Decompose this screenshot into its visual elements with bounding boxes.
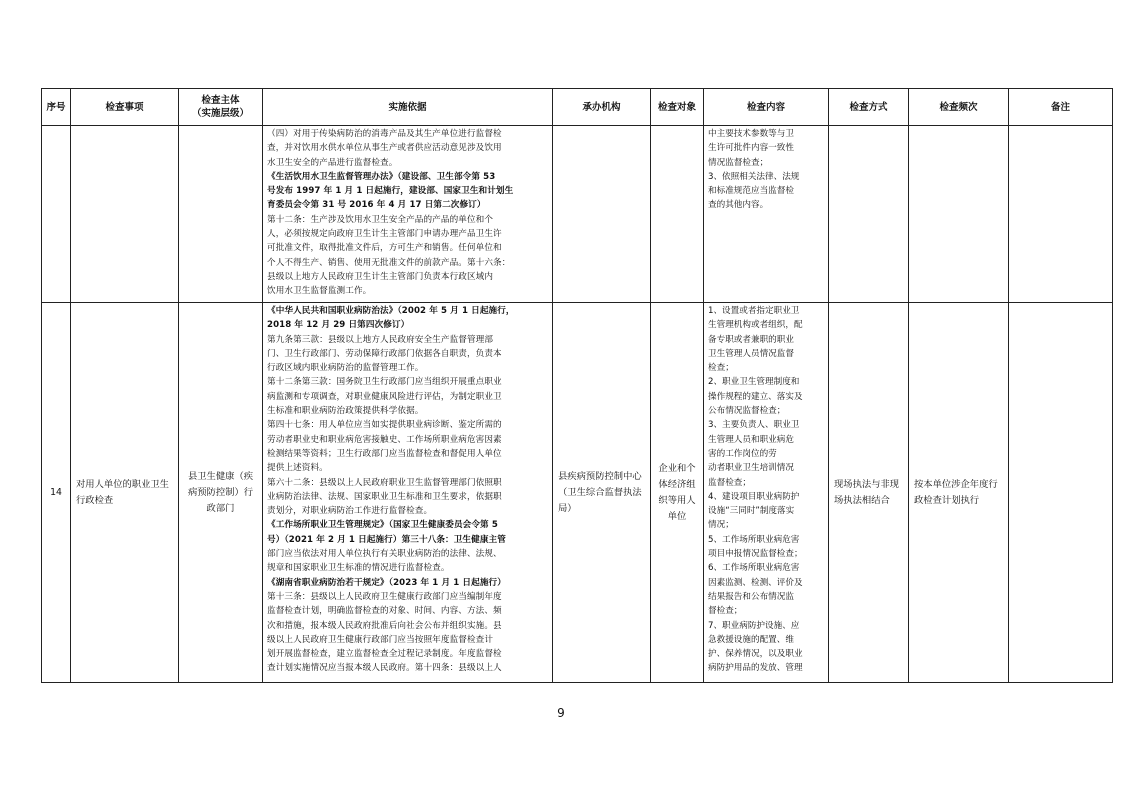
text-line: 4、建设项目职业病防护: [708, 491, 800, 502]
text-line: 1、设置或者指定职业卫: [708, 306, 800, 316]
text-line: 号发布 1997 年 1 月 1 日起施行，建设部、国家卫生和计划生: [267, 186, 514, 197]
text-line: 急救援设施的配置、维: [708, 634, 794, 645]
page-number: 9: [557, 706, 565, 720]
header-subject-main: 检查主体: [201, 95, 240, 106]
text-line: 情况监督检查；: [708, 157, 769, 168]
text-line: 病防护用品的发放、管理: [708, 663, 803, 674]
header-method: 检查方式: [829, 89, 909, 126]
text-line: 《中华人民共和国职业病防治法》（2002 年 5 月 1 日起施行，: [267, 306, 515, 316]
text-line: 第十二条：生产涉及饮用水卫生安全产品的产品的单位和个: [267, 214, 494, 225]
text-line: 生管理机构或者组织，配: [708, 320, 803, 331]
text-line: 级以上人民政府卫生健康行政部门应当按照年度监督检查计: [267, 634, 494, 645]
content-text: [704, 303, 828, 677]
header-agency: 承办机构: [553, 89, 651, 126]
text-line: 卫生管理人员情况监督: [708, 348, 794, 359]
text-line: 查计划实施情况应当报本级人民政府。第十四条：县级以上人: [267, 663, 502, 674]
text-line: 第六十二条：县级以上人民政府职业卫生监督管理部门依照职: [267, 477, 502, 488]
text-line: 行政区域内职业病防治的监督管理工作。: [267, 363, 424, 374]
header-remark: 备注: [1009, 89, 1113, 126]
text-line: 第九条第三款：县级以上地方人民政府安全生产监督管理部: [267, 334, 494, 345]
text-line: 监督检查；: [708, 477, 751, 488]
text-line: 号）（2021 年 2 月 1 日起施行）第三十八条：卫生健康主管: [267, 534, 506, 545]
text-line: 中主要技术参数等与卫: [708, 129, 794, 139]
text-line: 部门应当依法对用人单位执行有关职业病防治的法律、法规、: [267, 549, 502, 560]
text-line: 6、工作场所职业病危害: [708, 563, 800, 574]
text-line: 可批准文件，取得批准文件后，方可生产和销售。任何单位和: [267, 243, 502, 254]
text-line: 《生活饮用水卫生监督管理办法》（建设部、卫生部令第 53: [267, 171, 496, 182]
text-line: 公布情况监督检查；: [708, 406, 786, 417]
text-line: 查的其他内容。: [708, 200, 769, 211]
row-frequency: 按本单位涉企年度行政检查计划执行: [909, 303, 1009, 683]
content-text: [704, 126, 828, 214]
text-line: 划开展监督检查，建立监督检查全过程记录制度。年度监督检: [267, 649, 502, 660]
text-line: 提供上述资料。: [267, 463, 328, 474]
text-line: 责划分，对职业病防治工作进行监督检查。: [267, 506, 433, 517]
text-line: 7、职业病防护设施、应: [708, 620, 800, 631]
text-line: 个人不得生产、销售、使用无批准文件的前款产品。第十六条：: [267, 257, 511, 268]
header-item: 检查事项: [71, 89, 179, 126]
table-row: [42, 126, 1113, 303]
text-line: 县级以上地方人民政府卫生计生主管部门负责本行政区域内: [267, 271, 494, 282]
text-line: 5、工作场所职业病危害: [708, 534, 800, 545]
text-line: 水卫生安全的产品进行监督检查。: [267, 157, 398, 168]
header-frequency: 检查频次: [909, 89, 1009, 126]
basis-cell: [263, 126, 553, 303]
text-line: 《工作场所职业卫生管理规定》（国家卫生健康委员会令第 5: [267, 520, 498, 531]
text-line: 人，必须按规定向政府卫生计生主管部门申请办理产品卫生许: [267, 229, 502, 240]
text-line: 第十三条：县级以上人民政府卫生健康行政部门应当编制年度: [267, 591, 502, 602]
header-row: [42, 89, 1113, 126]
text-line: 情况；: [708, 520, 734, 531]
row-method: 现场执法与非现场执法相结合: [829, 303, 909, 683]
text-line: 查，并对饮用水供水单位从事生产或者供应活动意见涉及饮用: [267, 143, 502, 154]
text-line: 规章和国家职业卫生标准的情况进行监督检查。: [267, 563, 450, 574]
text-line: 护、保养情况，以及职业: [708, 649, 803, 660]
text-line: 生标准和职业病防治政策提供科学依据。: [267, 406, 424, 417]
text-line: 操作规程的建立、落实及: [708, 391, 803, 402]
text-line: 育委员会令第 31 号 2016 年 4 月 17 日第二次修订）: [267, 200, 486, 211]
text-line: 设施“三同时”制度落实: [708, 506, 795, 517]
text-line: 2018 年 12 月 29 日第四次修订）: [267, 320, 410, 331]
text-line: （四）对用于传染病防治的消毒产品及其生产单位进行监督检: [267, 129, 502, 139]
basis-text: [263, 126, 552, 300]
text-line: 害的工作岗位的劳: [708, 448, 777, 459]
text-line: 门、卫生行政部门、劳动保障行政部门依据各自职责，负责本: [267, 348, 502, 359]
header-index: 序号: [42, 89, 71, 126]
text-line: 第四十七条：用人单位应当如实提供职业病诊断、鉴定所需的: [267, 420, 502, 431]
header-content: 检查内容: [704, 89, 829, 126]
text-line: 饮用水卫生监督监测工作。: [267, 286, 372, 297]
text-line: 《湖南省职业病防治若干规定》（2023 年 1 月 1 日起施行）: [267, 577, 506, 588]
text-line: 生许可批件内容一致性: [708, 143, 794, 154]
basis-cell: [263, 303, 553, 683]
row-subject: 县卫生健康（疾病预防控制）行政部门: [179, 303, 263, 683]
text-line: 结果报告和公布情况监: [708, 591, 794, 602]
text-line: 3、主要负责人、职业卫: [708, 420, 800, 431]
header-subject: [179, 89, 263, 126]
text-line: 动者职业卫生培训情况: [708, 463, 794, 474]
text-line: 项目申报情况监督检查；: [708, 549, 803, 560]
text-line: 病监测和专项调查，对职业健康风险进行评估，为制定职业卫: [267, 391, 502, 402]
row-index: 14: [42, 303, 71, 683]
text-line: 2、职业卫生管理制度和: [708, 377, 800, 388]
row-remark: [1009, 303, 1113, 683]
text-line: 次和措施，报本级人民政府批准后向社会公布并组织实施。县: [267, 620, 502, 631]
text-line: 检查；: [708, 363, 734, 374]
text-line: 因素监测、检测、评价及: [708, 577, 803, 588]
text-line: 劳动者职业史和职业病危害接触史、工作场所职业病危害因素: [267, 434, 502, 445]
text-line: 督检查；: [708, 606, 743, 617]
header-target: 检查对象: [651, 89, 704, 126]
content-cell: [704, 126, 829, 303]
text-line: 监督检查计划，明确监督检查的对象、时间、内容、方法、频: [267, 606, 502, 617]
text-line: 检测结果等资料；卫生行政部门应当监督检查和督促用人单位: [267, 448, 502, 459]
basis-text: [263, 303, 552, 677]
text-line: 业病防治法律、法规、国家职业卫生标准和卫生要求，依据职: [267, 491, 502, 502]
table-row: [42, 303, 1113, 683]
header-subject-sub: （实施层级）: [191, 108, 249, 119]
text-line: 和标准规范应当监督检: [708, 186, 794, 197]
row-target: 企业和个体经济组织等用人单位: [651, 303, 704, 683]
header-basis: 实施依据: [263, 89, 553, 126]
inspection-table: [41, 88, 1113, 683]
text-line: 第十二条第三款：国务院卫生行政部门应当组织开展重点职业: [267, 377, 502, 388]
row-agency: 县疾病预防控制中心（卫生综合监督执法局）: [553, 303, 651, 683]
text-line: 备专职或者兼职的职业: [708, 334, 794, 345]
text-line: 生管理人员和职业病危: [708, 434, 794, 445]
text-line: 3、依照相关法律、法规: [708, 171, 800, 182]
row-item: 对用人单位的职业卫生行政检查: [71, 303, 179, 683]
content-cell: [704, 303, 829, 683]
